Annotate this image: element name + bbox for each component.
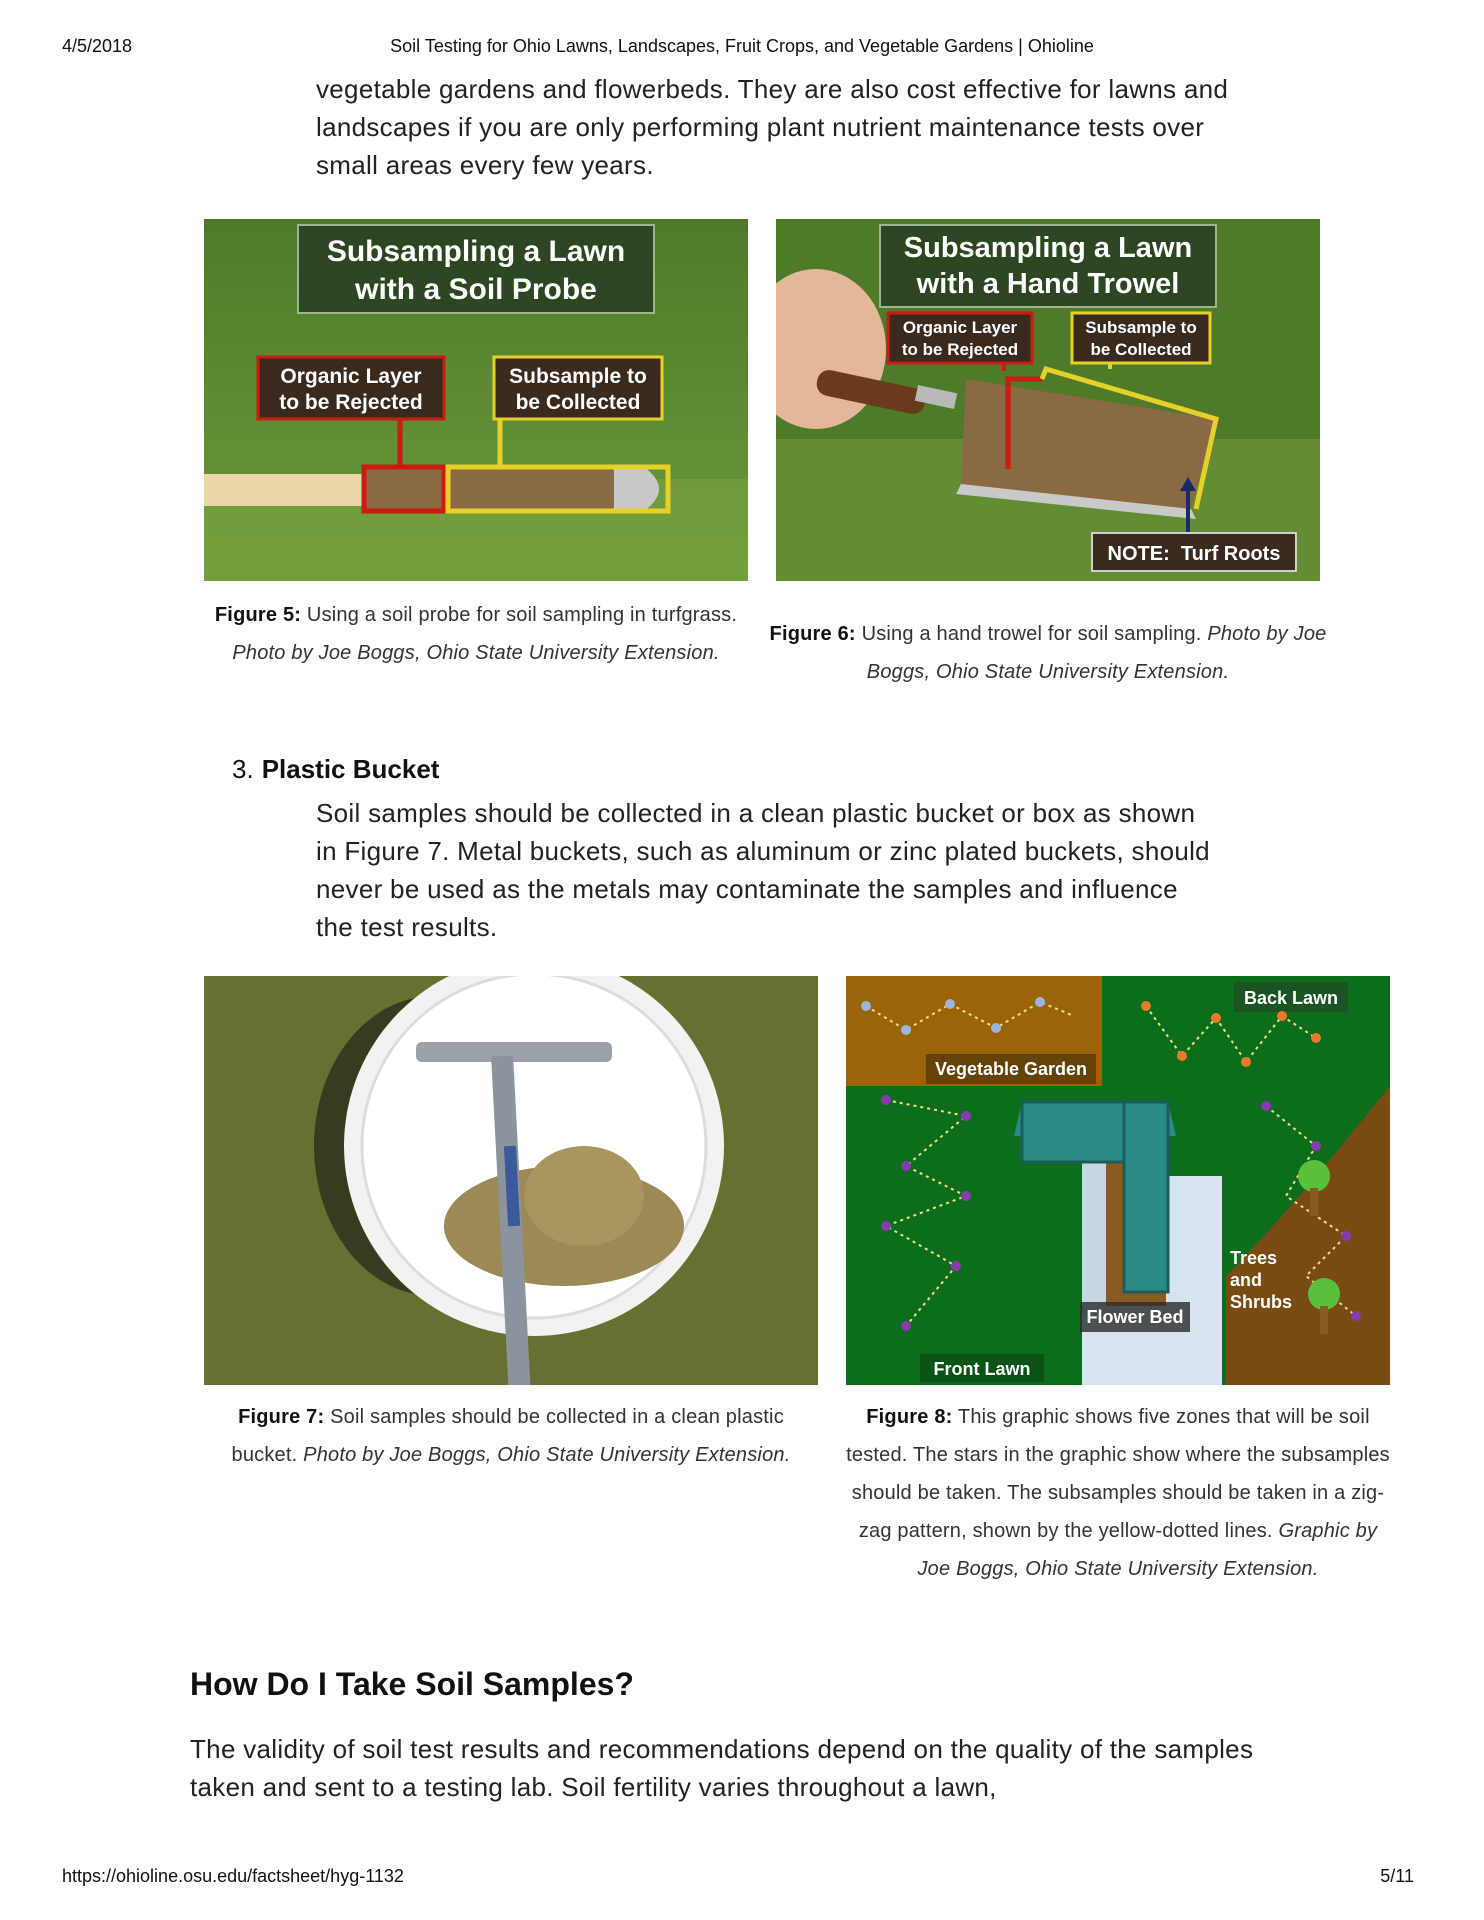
figure-8-label-vegetable-garden: Vegetable Garden <box>934 1059 1088 1079</box>
figure-6-caption-label: Figure 6: <box>769 623 856 645</box>
figure-8-label-flower-bed: Flower Bed <box>1086 1307 1184 1327</box>
print-page-title: Soil Testing for Ohio Lawns, Landscapes, Fruit Crops, and Vegetable Gardens | Ohioline <box>390 36 1094 56</box>
figure-5-label-subsample-line1: Subsample to <box>509 365 647 388</box>
figure-7-caption-text: Soil samples should be collected in a clean plastic bucket. <box>231 1406 784 1466</box>
print-date: 4/5/2018 <box>62 36 133 56</box>
figure-8-caption <box>846 1398 1390 1588</box>
figure-7-caption-credit: Photo by Joe Boggs, Ohio State University Extension. <box>303 1444 791 1466</box>
list-item-title: Plastic Bucket <box>261 754 440 784</box>
figure-6-caption-credit: Photo by Joe Boggs, Ohio State University Extension. <box>866 623 1327 683</box>
figure-8-label-trees-line3: Shrubs <box>1230 1292 1293 1312</box>
figure-6-label-note: NOTE: Turf Roots <box>1107 543 1281 565</box>
figure-8-caption-text: This graphic shows five zones that will be soil tested. The stars in the graphic show where the subsamples should be taken. The subsamples should be taken in a zig-zag pattern, shown by the yellow-dotted lines. <box>846 1406 1390 1542</box>
figure-8-label-back-lawn: Back Lawn <box>1243 988 1339 1008</box>
figure-5-label-organic-line1: Organic Layer <box>280 365 422 388</box>
intro-paragraph: vegetable gardens and flowerbeds. They are also cost effective for lawns and landscapes if you are only performing plant nutrient maintenance tests over small areas every few years. <box>316 74 1229 180</box>
figure-6-label-organic-line1: Organic Layer <box>902 318 1018 337</box>
figure-6-caption <box>766 615 1330 691</box>
figure-8-label-trees-line1: Trees <box>1230 1248 1278 1268</box>
figure-8-image <box>846 976 1390 1385</box>
list-item-text: Soil samples should be collected in a clean plastic bucket or box as shown in Figure 7. Metal buckets, such as aluminum or zinc plated buckets, should never be used as the metals may contaminate the samples and influence the test results. <box>316 798 1210 942</box>
figure-5-label-organic-line2: to be Rejected <box>279 391 423 414</box>
figure-6-image-title-line2: with a Hand Trowel <box>916 268 1180 300</box>
figure-5-image-title-line2: with a Soil Probe <box>355 273 597 306</box>
figure-5-caption-credit: Photo by Joe Boggs, Ohio State University Extension. <box>232 642 720 664</box>
page-number: 5/11 <box>1380 1866 1414 1886</box>
figure-5-caption-label: Figure 5: <box>214 604 302 626</box>
figure-7-caption-label: Figure 7: <box>238 1406 325 1428</box>
figure-6-label-organic-line2: to be Rejected <box>901 340 1019 359</box>
figure-6-caption-text: Using a hand trowel for soil sampling. <box>861 623 1202 645</box>
figure-8-label-front-lawn: Front Lawn <box>933 1359 1031 1379</box>
section-paragraph: The validity of soil test results and recommendations depend on the quality of the samples taken and sent to a testing lab. Soil fertility varies throughout a lawn, <box>190 1734 1254 1802</box>
figure-6-label-subsample-line1: Subsample to <box>1085 318 1197 337</box>
figure-8-caption-label: Figure 8: <box>866 1406 953 1428</box>
figure-6-label-subsample-line2: be Collected <box>1090 340 1192 359</box>
section-heading: How Do I Take Soil Samples? <box>190 1666 634 1702</box>
figure-5-image <box>204 219 748 581</box>
figure-5-image-title-line1: Subsampling a Lawn <box>326 235 626 268</box>
figure-6-image <box>776 219 1320 581</box>
figure-8-caption-credit: Graphic by Joe Boggs, Ohio State University Extension. <box>917 1520 1378 1580</box>
figure-5-caption-text: Using a soil probe for soil sampling in turfgrass. <box>306 604 738 626</box>
figure-7-image <box>204 976 818 1385</box>
figure-6-image-title-line1: Subsampling a Lawn <box>903 232 1193 264</box>
list-item-number: 3. <box>232 754 254 784</box>
print-url: https://ohioline.osu.edu/factsheet/hyg-1132 <box>62 1866 404 1886</box>
figure-5-caption <box>204 596 748 672</box>
figure-8-label-trees-line2: and <box>1230 1270 1263 1290</box>
list-item-plastic-bucket <box>232 754 439 785</box>
figure-7-caption <box>204 1398 818 1474</box>
figure-5-label-subsample-line2: be Collected <box>515 391 641 414</box>
